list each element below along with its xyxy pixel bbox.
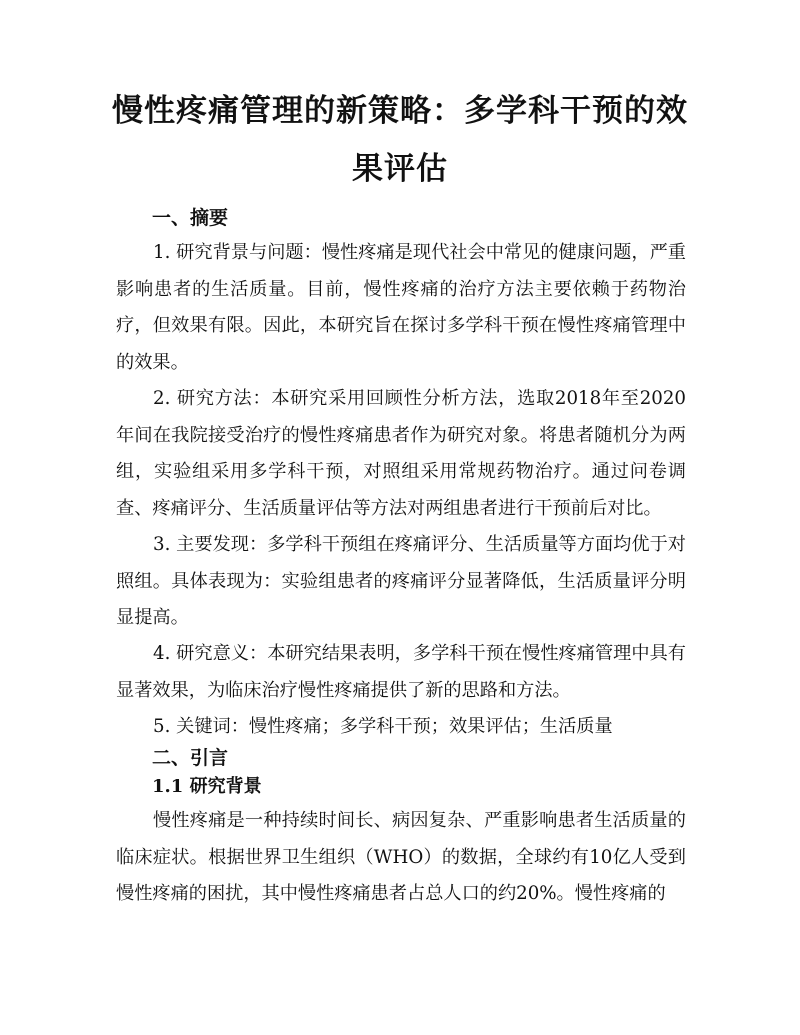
abstract-item-methods: 2. 研究方法：本研究采用回顾性分析方法，选取2018年至2020年间在我院接受治疗的慢性疼痛患者作为研究对象。将患者随机分为两组，实验组采用多学科干预，对照组采用常规药物治疗。通过问卷调查、疼痛评分、生活质量评估等方法对两组患者进行干预前后对比。 (116, 388, 686, 519)
document-title: 慢性疼痛管理的新策略：多学科干预的效果评估 (112, 93, 688, 187)
subsection-heading-background: 1.1 研究背景 (152, 776, 262, 797)
abstract-item-background: 1. 研究背景与问题：慢性疼痛是现代社会中常见的健康问题，严重影响患者的生活质量。目前，慢性疼痛的治疗方法主要依赖于药物治疗，但效果有限。因此，本研究旨在探讨多学科干预在慢性疼痛管理中的效果。 (116, 242, 686, 373)
introduction-paragraph: 慢性疼痛是一种持续时间长、病因复杂、严重影响患者生活质量的临床症状。根据世界卫生组织（WHO）的数据，全球约有10亿人受到慢性疼痛的困扰，其中慢性疼痛患者占总人口的约20%。慢性疼痛的 (116, 810, 686, 904)
abstract-item-findings: 3. 主要发现：多学科干预组在疼痛评分、生活质量等方面均优于对照组。具体表现为：实验组患者的疼痛评分显著降低，生活质量评分明显提高。 (116, 534, 686, 628)
abstract-item-significance: 4. 研究意义：本研究结果表明，多学科干预在慢性疼痛管理中具有显著效果，为临床治疗慢性疼痛提供了新的思路和方法。 (116, 643, 686, 701)
abstract-item-keywords: 5. 关键词：慢性疼痛；多学科干预；效果评估；生活质量 (153, 716, 613, 737)
section-heading-introduction: 二、引言 (152, 747, 229, 769)
section-heading-abstract: 一、摘要 (152, 207, 229, 229)
